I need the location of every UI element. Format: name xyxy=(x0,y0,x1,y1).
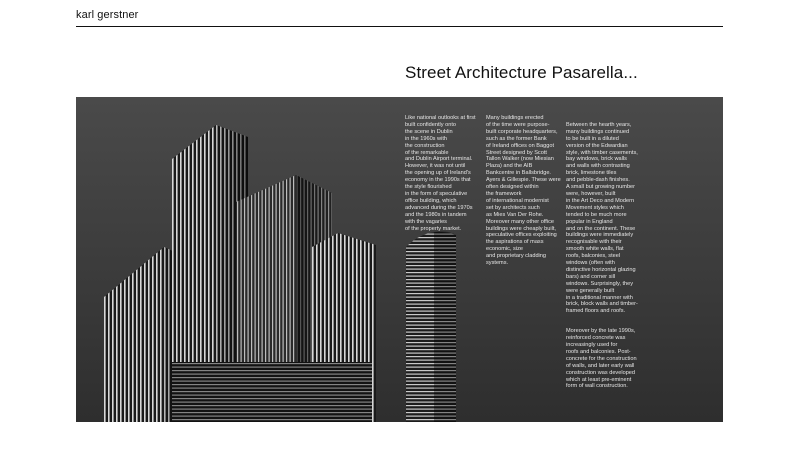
article-column-3-paragraph-2: Moreover by the late 1990s, reinforced concrete was increasingly used for roofs and balconies. Post- concrete for the construction of walls, and later early wall construction was developed which at least pre-eminent form of wall construction. xyxy=(566,328,637,390)
article-column-1: Like national outlooks at first built confidently onto the scene in Dublin in the 1960s with the construction of the remarkable and Dublin Airport terminal. However, it was not until the opening up of Ireland's economy in the 1990s that the style flourished in the form of speculative office building, which advanced during the 1970s and the 1980s in tandem with the vagaries of the property market. xyxy=(405,115,476,232)
page-title: Street Architecture Pasarella... xyxy=(405,63,638,82)
article-column-3 xyxy=(566,115,644,403)
hero-image xyxy=(76,97,723,422)
brand-logo-text[interactable]: karl gerstner xyxy=(76,9,139,21)
article-column-3-paragraph-1: Between the hearth years, many buildings continued to be built in a diluted version of the Edwardian style, with timber casements, bay windows, brick walls and walls with contrasting brick, limestone tiles and pebble-dash finishes. A small but growing number were, however, built in the Art Deco and Modern Movement styles which tended to be much more popular in England and on the continent. These buildings were immediately recognisable with their smooth white walls, flat roofs, balconies, steel windows (often with distinctive horizontal glazing bars) and corner sill windows. Surprisingly, they were generally built in a traditional manner with brick, block walls and timber- framed floors and roofs. xyxy=(566,121,638,315)
header-divider xyxy=(76,26,723,27)
article-column-2: Many buildings erected of the time were purpose- built corporate headquarters, such as the former Bank of Ireland offices on Baggot Street designed by Scott Tallon Walker (now Miesian Plaza) and the AIB Bankcentre in Ballsbridge. Ayers & Gillespie. These were often designed within the framework of international modernist set by architects such as Mies Van Der Rohe. Moreover many other office buildings were cheaply built, speculative offices exploiting the aspirations of mass economic, size and proprietary cladding systems. xyxy=(486,115,561,267)
